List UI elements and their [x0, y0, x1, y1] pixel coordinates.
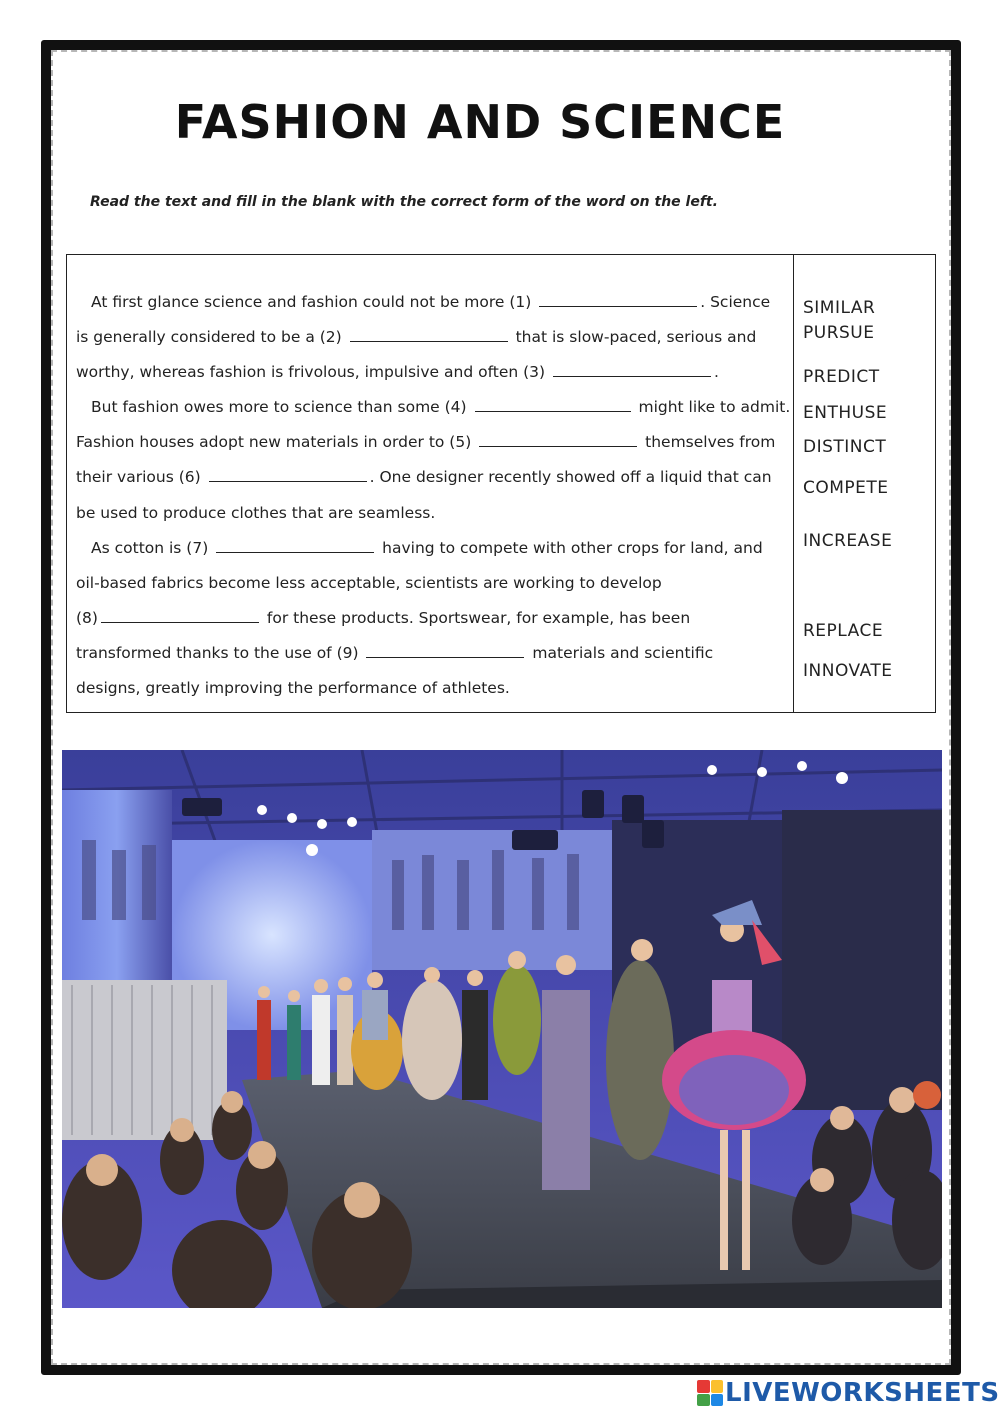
- passage-text: that is slow-paced, serious and: [515, 328, 757, 347]
- word-distinct: DISTINCT: [803, 437, 887, 457]
- word-enthuse: ENTHUSE: [803, 403, 888, 423]
- passage-text: (8): [76, 608, 98, 627]
- liveworksheets-logo: [697, 1376, 1000, 1410]
- answer-blank-5[interactable]: [479, 432, 637, 447]
- passage-text: As cotton is (7): [91, 538, 209, 557]
- answer-blank-2[interactable]: [350, 327, 508, 342]
- column-divider: [793, 254, 794, 713]
- liveworksheets-badge-icon: [697, 1380, 723, 1406]
- passage-line-3: [76, 355, 788, 390]
- passage-line-10: [76, 601, 788, 636]
- passage-text: Fashion houses adopt new materials in order to (5): [76, 433, 472, 452]
- passage-text: having to compete with other crops for land, and: [382, 538, 763, 557]
- passage-line-1: [76, 285, 788, 320]
- word-compete: COMPETE: [803, 478, 889, 498]
- answer-blank-9[interactable]: [366, 643, 524, 658]
- answer-blank-1[interactable]: [539, 292, 697, 307]
- answer-blank-3[interactable]: [553, 362, 711, 377]
- passage-line-8: [76, 531, 788, 566]
- passage-text: oil-based fabrics become less acceptable, scientists are working to develop: [76, 573, 662, 592]
- passage-line-12: [76, 671, 788, 706]
- answer-blank-6[interactable]: [209, 467, 367, 482]
- word-replace: REPLACE: [803, 621, 884, 641]
- passage-text: be used to produce clothes that are seamless.: [76, 503, 436, 522]
- passage-text: might like to admit.: [638, 398, 791, 417]
- passage-text: worthy, whereas fashion is frivolous, impulsive and often (3): [76, 363, 546, 382]
- passage-text: . Science: [700, 293, 771, 311]
- reading-passage: [76, 285, 791, 706]
- word-similar: SIMILAR: [803, 298, 876, 318]
- passage-text: designs, greatly improving the performance of athletes.: [76, 679, 510, 698]
- passage-line-6: [76, 460, 788, 495]
- passage-line-5: [76, 425, 788, 460]
- passage-text: . One designer recently showed off a liquid that can: [369, 468, 772, 487]
- answer-blank-4[interactable]: [475, 397, 631, 412]
- passage-text: is generally considered to be a (2): [76, 328, 342, 347]
- page-title: FASHION AND SCIENCE: [174, 95, 786, 149]
- word-predict: PREDICT: [803, 367, 880, 387]
- passage-line-7: [76, 496, 788, 531]
- passage-text: .: [714, 363, 719, 382]
- passage-text: transformed thanks to the use of (9): [76, 643, 359, 662]
- passage-text: their various (6): [76, 468, 201, 487]
- passage-text: But fashion owes more to science than some (4): [91, 398, 467, 417]
- passage-line-11: [76, 636, 788, 671]
- fashion-runway-photo: [62, 750, 942, 1308]
- word-pursue: PURSUE: [803, 323, 875, 343]
- passage-text: At first glance science and fashion could not be more (1): [91, 293, 532, 311]
- brand-name: LIVEWORKSHEETS: [725, 1378, 1000, 1408]
- passage-line-4: [76, 390, 791, 425]
- answer-blank-8[interactable]: [101, 608, 259, 623]
- word-increase: INCREASE: [803, 531, 893, 551]
- answer-blank-7[interactable]: [216, 538, 374, 553]
- passage-text: materials and scientific: [532, 643, 714, 662]
- instruction-text: Read the text and fill in the blank with the correct form of the word on the left.: [90, 194, 718, 210]
- passage-line-2: [76, 320, 788, 355]
- passage-text: for these products. Sportswear, for example, has been: [266, 608, 691, 627]
- passage-line-9: [76, 566, 788, 601]
- passage-text: themselves from: [645, 433, 776, 452]
- word-innovate: INNOVATE: [803, 661, 893, 681]
